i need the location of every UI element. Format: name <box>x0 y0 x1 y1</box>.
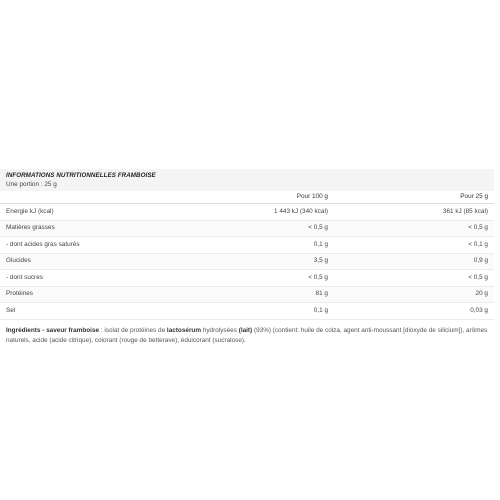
column-header-label <box>0 191 150 204</box>
row-value-per-25g: < 0,5 g <box>334 220 494 237</box>
row-label: - dont sucres <box>0 270 150 287</box>
row-value-per-25g: < 0,1 g <box>334 237 494 254</box>
row-value-per-25g: 20 g <box>334 286 494 303</box>
nutrition-title: INFORMATIONS NUTRITIONNELLES FRAMBOISE <box>6 172 156 179</box>
table-row <box>0 253 494 270</box>
row-value-per-100g: 81 g <box>150 286 334 303</box>
row-value-per-100g: 0,1 g <box>150 303 334 320</box>
row-label: Sel <box>0 303 150 320</box>
table-row <box>0 286 494 303</box>
row-value-per-100g: < 0,5 g <box>150 270 334 287</box>
row-label: - dont acides gras saturés <box>0 237 150 254</box>
table-row <box>0 303 494 320</box>
portion-size: Une portion : 25 g <box>6 181 57 188</box>
table-row <box>0 220 494 237</box>
allergen-lait: (lait) <box>238 326 253 334</box>
allergen-lactoserum: lactosérum <box>166 326 202 334</box>
row-value-per-25g: 0,03 g <box>334 303 494 320</box>
row-label: Glucides <box>0 253 150 270</box>
row-value-per-100g: 0,1 g <box>150 237 334 254</box>
row-value-per-25g: 361 kJ (85 kcal) <box>334 204 494 221</box>
ingredients-text <box>0 326 494 346</box>
row-value-per-100g: 3,5 g <box>150 253 334 270</box>
table-row <box>0 270 494 287</box>
nutrition-table <box>0 191 494 320</box>
row-label: Protéines <box>0 286 150 303</box>
column-header-per-100g: Pour 100 g <box>150 191 334 204</box>
table-row <box>0 204 494 221</box>
row-label: Energie kJ (kcal) <box>0 204 150 221</box>
row-value-per-25g: 0,9 g <box>334 253 494 270</box>
nutrition-header <box>0 169 494 191</box>
table-header-row <box>0 191 494 204</box>
row-label: Matières grasses <box>0 220 150 237</box>
row-value-per-25g: < 0,5 g <box>334 270 494 287</box>
nutrition-panel <box>0 169 494 346</box>
column-header-per-25g: Pour 25 g <box>334 191 494 204</box>
ingredients-part-2: hydrolysées <box>201 326 239 334</box>
ingredients-part-3: (93%) (contient: huile de colza, agent anti-moussant [dioxyde de silicium]), arômes naturels, acide (acide citrique), colorant (rouge de betterave), édulcorant (sucralose). <box>6 326 488 344</box>
ingredients-part-1: : isolat de protéines de <box>99 326 167 334</box>
table-row <box>0 237 494 254</box>
ingredients-heading: Ingrédients - saveur framboise <box>6 326 100 334</box>
row-value-per-100g: 1 443 kJ (340 kcal) <box>150 204 334 221</box>
row-value-per-100g: < 0,5 g <box>150 220 334 237</box>
